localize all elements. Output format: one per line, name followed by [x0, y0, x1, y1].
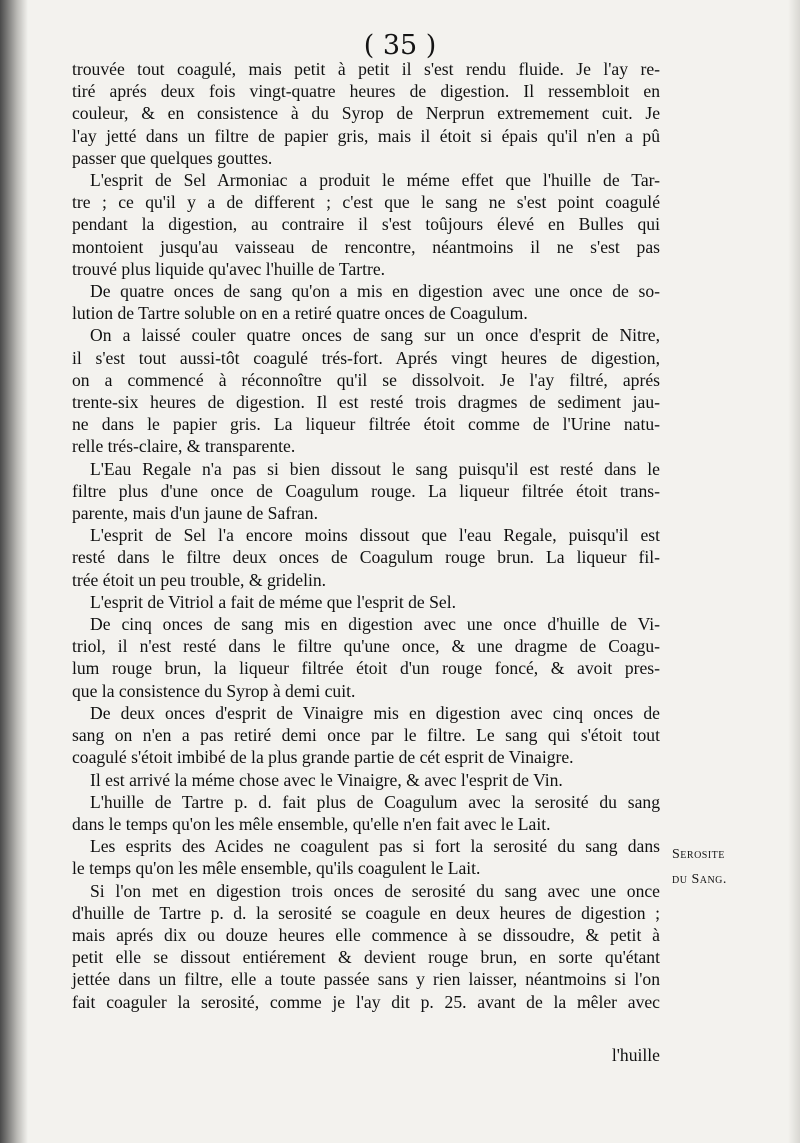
text-line: De quatre onces de sang qu'on a mis en digestion avec une once de so-	[90, 281, 660, 302]
text-line: passer que quelques gouttes.	[72, 147, 273, 168]
text-line: coagulé s'étoit imbibé de la plus grande partie de cét esprit de Vinaigre.	[72, 747, 574, 768]
text-line: mais aprés dix ou douze heures elle commence à se dissoudre, & petit à	[72, 924, 660, 945]
paragraph	[72, 791, 660, 835]
text-line: L'esprit de Sel Armoniac a produit le méme effet que l'huille de Tar-	[90, 170, 660, 191]
text-line: lution de Tartre soluble on en a retiré quatre onces de Coagulum.	[72, 303, 528, 324]
text-line: De deux onces d'esprit de Vinaigre mis en digestion avec cinq onces de	[90, 702, 660, 723]
page-gutter-shadow	[0, 0, 28, 1143]
text-line: fait coaguler la serosité, comme je l'ay dit p. 25. avant de la mêler avec	[72, 991, 660, 1012]
text-line: couleur, & en consistence à du Syrop de Nerprun extremement cuit. Je	[72, 103, 660, 124]
text-line: triol, il n'est resté dans le filtre qu'une once, & une dragme de Coagu-	[72, 636, 660, 657]
paragraph	[72, 324, 660, 457]
text-line: tiré aprés deux fois vingt-quatre heures de digestion. Il ressembloit en	[72, 81, 660, 102]
paragraph	[72, 591, 660, 613]
paragraph	[72, 458, 660, 525]
text-line: il s'est tout aussi-tôt coagulé trés-fort. Aprés vingt heures de digestion,	[72, 347, 660, 368]
paragraph	[72, 613, 660, 702]
text-line: montoient jusqu'au vaisseau de rencontre, néantmoins il ne s'est pas	[72, 236, 660, 257]
text-line: On a laissé couler quatre onces de sang sur un once d'esprit de Nitre,	[90, 325, 660, 346]
paragraph	[72, 880, 660, 1013]
text-line: trente-six heures de digestion. Il est resté trois dragmes de sediment jau-	[72, 392, 660, 413]
text-line: L'esprit de Sel l'a encore moins dissout que l'eau Regale, puisqu'il est	[90, 525, 660, 546]
text-line: parente, mais d'un jaune de Safran.	[72, 503, 318, 524]
paragraph	[72, 169, 660, 280]
paragraph	[72, 524, 660, 591]
margin-note-line-2: du Sang.	[672, 872, 727, 887]
text-line: petit elle se dissout entiérement & devient rouge brun, en sorte qu'étant	[72, 947, 660, 968]
paragraph	[72, 280, 660, 324]
text-line: le temps qu'on les mêle ensemble, qu'ils coagulent le Lait.	[72, 858, 481, 879]
text-line: ne dans le papier gris. La liqueur filtrée étoit comme de l'Urine natu-	[72, 414, 660, 435]
paragraph	[72, 769, 660, 791]
text-line: resté dans le filtre deux onces de Coagulum rouge brun. La liqueur fil-	[72, 547, 660, 568]
paragraph	[72, 58, 660, 169]
text-line: Les esprits des Acides ne coagulent pas si fort la serosité du sang dans	[90, 836, 660, 857]
text-line: tre ; ce qu'il y a de different ; c'est que le sang ne s'est point coagulé	[72, 192, 660, 213]
text-line: d'huille de Tartre p. d. la serosité se coagule en deux heures de digestion ;	[72, 902, 660, 923]
text-line: L'Eau Regale n'a pas si bien dissout le sang puisqu'il est resté dans le	[90, 458, 660, 479]
text-line: trouvée tout coagulé, mais petit à petit il s'est rendu fluide. Je l'ay re-	[72, 59, 660, 79]
margin-note	[672, 842, 772, 892]
text-line: sang on n'en a pas retiré demi once par le filtre. Le sang qui s'étoit tout	[72, 725, 660, 746]
text-line: on a commencé à réconnoître qu'il se dissolvoit. Je l'ay filtré, aprés	[72, 369, 660, 390]
margin-note-line-1: Serosite	[672, 847, 725, 862]
text-line: que la consistence du Syrop à demi cuit.	[72, 680, 356, 701]
paragraph	[72, 835, 660, 879]
catchword: l'huille	[611, 1045, 660, 1065]
text-line: lum rouge brun, la liqueur filtrée étoit d'un rouge foncé, & avoit pres-	[72, 658, 660, 679]
text-line: l'ay jetté dans un filtre de papier gris, mais il étoit si épais qu'il n'en a pû	[72, 125, 660, 146]
page-number: ( 35 )	[363, 30, 437, 61]
text-line: Il est arrivé la méme chose avec le Vinaigre, & avec l'esprit de Vin.	[90, 769, 563, 790]
text-line: L'huille de Tartre p. d. fait plus de Coagulum avec la serosité du sang	[90, 791, 660, 812]
text-line: dans le temps qu'on les mêle ensemble, qu'elle n'en fait avec le Lait.	[72, 813, 551, 834]
text-line: pendant la digestion, au contraire il s'est toûjours élevé en Bulles qui	[72, 214, 660, 235]
text-line: filtre plus d'une once de Coagulum rouge. La liqueur filtrée étoit trans-	[72, 480, 660, 501]
text-line: trouvé plus liquide qu'avec l'huille de Tartre.	[72, 258, 386, 279]
body-text	[72, 58, 660, 1013]
text-line: trée étoit un peu trouble, & gridelin.	[72, 569, 327, 590]
paragraph	[72, 702, 660, 769]
text-line: jettée dans un filtre, elle a toute passée sans y rien laisser, néantmoins si l'on	[72, 969, 660, 990]
text-line: Si l'on met en digestion trois onces de serosité du sang avec une once	[90, 880, 660, 901]
page-edge	[788, 0, 800, 1143]
text-line: De cinq onces de sang mis en digestion avec une once d'huille de Vi-	[90, 614, 660, 635]
text-line: relle trés-claire, & transparente.	[72, 436, 296, 457]
text-line: L'esprit de Vitriol a fait de méme que l'esprit de Sel.	[90, 591, 457, 612]
